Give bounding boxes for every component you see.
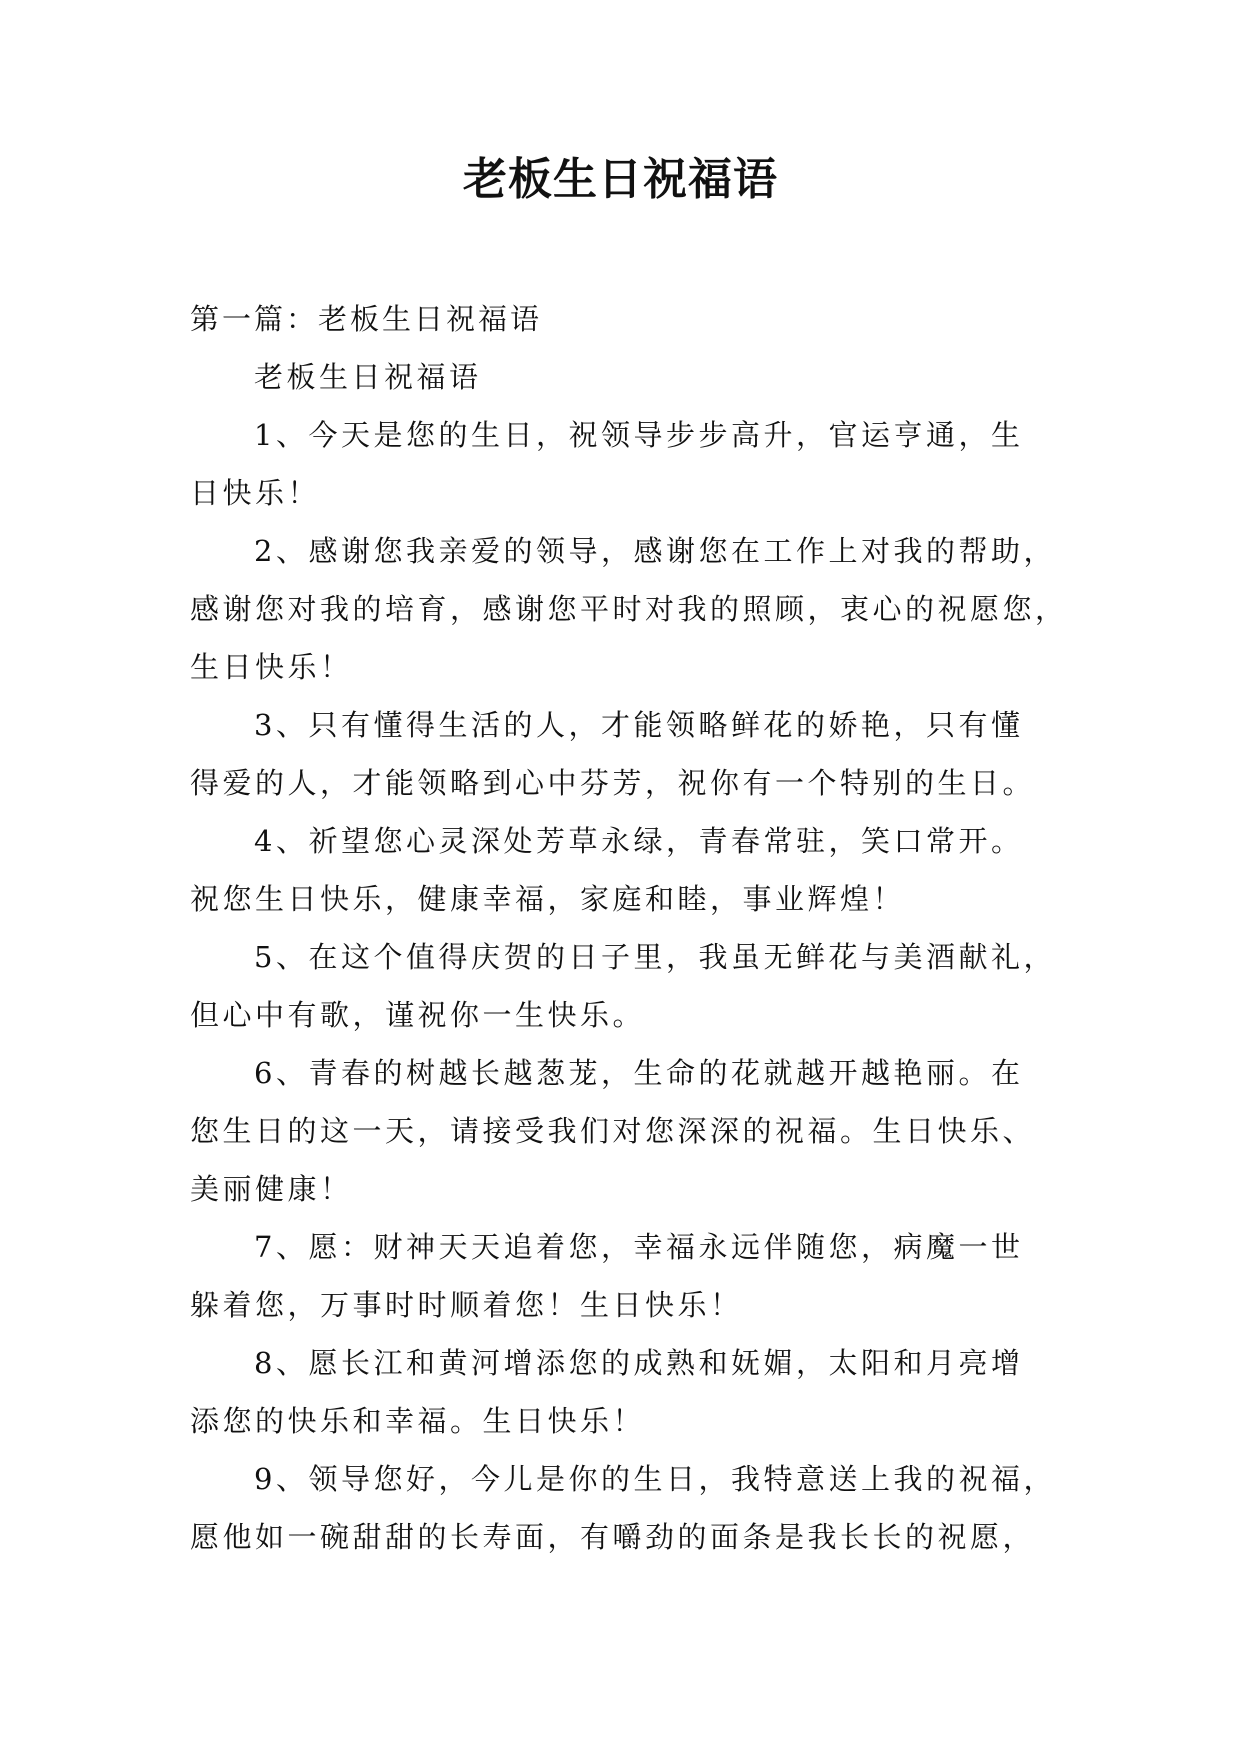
text-line: 您生日的这一天，请接受我们对您深深的祝福。生日快乐、 — [190, 1114, 1036, 1148]
document-body — [190, 290, 1068, 1566]
text-line: 7、愿：财神天天追着您，幸福永远伴随您，病魔一世 — [254, 1230, 1024, 1264]
text-line: 4、祈望您心灵深处芳草永绿，青春常驻，笑口常开。 — [254, 824, 1024, 858]
text-line: 6、青春的树越长越葱茏，生命的花就越开越艳丽。在 — [254, 1056, 1024, 1090]
text-line: 愿他如一碗甜甜的长寿面，有嚼劲的面条是我长长的祝愿， — [190, 1520, 1036, 1554]
document-title: 老板生日祝福语 — [463, 154, 778, 205]
text-line: 得爱的人，才能领略到心中芬芳，祝你有一个特别的生日。 — [190, 766, 1036, 800]
text-line: 生日快乐！ — [190, 650, 353, 684]
text-line: 9、领导您好，今儿是你的生日，我特意送上我的祝福， — [254, 1462, 1056, 1496]
text-line: 日快乐！ — [190, 476, 321, 510]
text-line: 2、感谢您我亲爱的领导，感谢您在工作上对我的帮助， — [254, 534, 1056, 568]
text-line: 8、愿长江和黄河增添您的成熟和妩媚，太阳和月亮增 — [254, 1346, 1024, 1380]
text-line: 但心中有歌，谨祝你一生快乐。 — [190, 998, 646, 1032]
text-line: 1、今天是您的生日，祝领导步步高升，官运亨通，生 — [254, 418, 1024, 452]
text-line: 添您的快乐和幸福。生日快乐！ — [190, 1404, 646, 1438]
text-line: 祝您生日快乐，健康幸福，家庭和睦，事业辉煌！ — [190, 882, 906, 916]
text-line: 3、只有懂得生活的人，才能领略鲜花的娇艳，只有懂 — [254, 708, 1024, 742]
text-line: 5、在这个值得庆贺的日子里，我虽无鲜花与美酒献礼， — [254, 940, 1056, 974]
subtitle-line: 老板生日祝福语 — [254, 360, 482, 394]
section-heading: 第一篇：老板生日祝福语 — [190, 302, 543, 336]
text-line: 躲着您，万事时时顺着您！生日快乐！ — [190, 1288, 743, 1322]
text-line: 美丽健康！ — [190, 1172, 353, 1206]
text-line: 感谢您对我的培育，感谢您平时对我的照顾，衷心的祝愿您， — [190, 592, 1068, 626]
